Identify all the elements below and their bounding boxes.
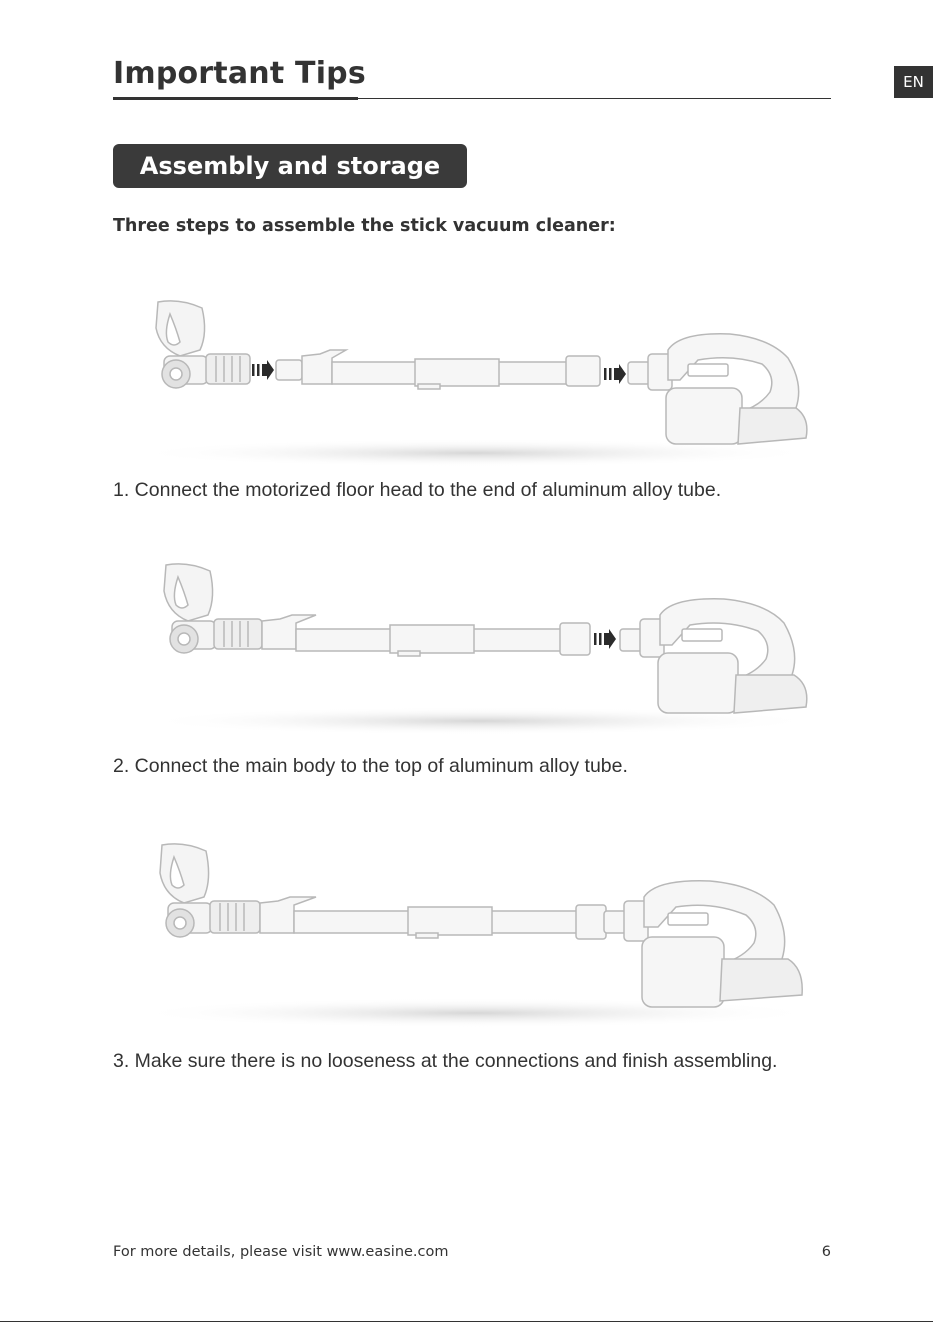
footer-website-text: For more details, please visit www.easine.com [113, 1244, 449, 1260]
main-body [628, 334, 807, 444]
bottom-rule [0, 1321, 933, 1322]
aluminum-tube [276, 350, 600, 389]
page-number: 6 [821, 1244, 831, 1260]
intro-text: Three steps to assemble the stick vacuum cleaner: [113, 216, 616, 236]
step-1-illustration [120, 288, 830, 478]
page-title: Important Tips [113, 56, 366, 91]
step-3-text: 3. Make sure there is no looseness at the connections and finish assembling. [113, 1050, 778, 1072]
floor-head [156, 301, 250, 388]
title-underline [113, 97, 358, 100]
connect-arrow [604, 364, 626, 384]
step-1-text: 1. Connect the motorized floor head to the end of aluminum alloy tube. [113, 479, 722, 501]
aluminum-tube [262, 615, 590, 656]
connect-arrow [594, 629, 616, 649]
language-badge: EN [894, 66, 933, 98]
floor-head [164, 564, 262, 653]
main-body [620, 599, 807, 713]
header-rule [358, 98, 831, 99]
section-heading: Assembly and storage [113, 144, 467, 188]
step-2-text: 2. Connect the main body to the top of aluminum alloy tube. [113, 755, 628, 777]
step-3-illustration [120, 835, 830, 1025]
step-2-illustration [120, 555, 830, 745]
aluminum-tube [260, 897, 606, 939]
connect-arrow [252, 360, 274, 380]
main-body [604, 881, 802, 1007]
floor-head [160, 844, 260, 937]
